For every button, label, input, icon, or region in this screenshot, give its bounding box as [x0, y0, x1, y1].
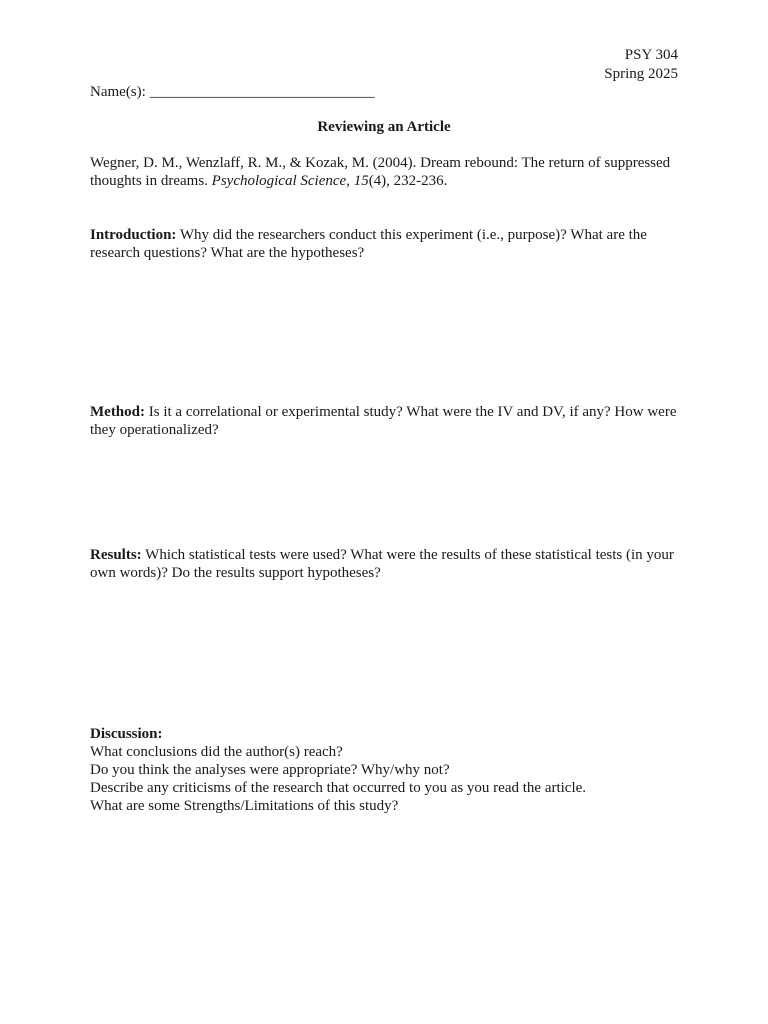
section-introduction: [90, 226, 690, 262]
discussion-question: Do you think the analyses were appropriate? Why/why not?: [90, 762, 450, 778]
section-discussion: [90, 725, 690, 815]
method-prompt: Is it a correlational or experimental study? What were the IV and DV, if any? How were they operationalized?: [90, 404, 677, 438]
discussion-heading: Discussion:: [90, 726, 163, 742]
article-citation: [90, 154, 690, 190]
citation-journal: Psychological Science: [211, 173, 347, 189]
citation-separator: ,: [346, 173, 354, 189]
name-field[interactable]: [90, 83, 375, 101]
section-results: [90, 546, 690, 582]
introduction-prompt: Why did the researchers conduct this experiment (i.e., purpose)? What are the research questions? What are the hypotheses?: [90, 227, 647, 261]
course-code: PSY 304: [624, 47, 678, 63]
results-prompt: Which statistical tests were used? What were the results of these statistical tests (in your own words)? Do the results support hypotheses?: [90, 547, 674, 581]
section-method: [90, 403, 690, 439]
discussion-question: What are some Strengths/Limitations of this study?: [90, 798, 399, 814]
discussion-question: What conclusions did the author(s) reach?: [90, 744, 343, 760]
course-term: Spring 2025: [604, 66, 678, 82]
name-label: Name(s):: [90, 84, 146, 100]
introduction-heading: Introduction:: [90, 227, 177, 243]
page-title: Reviewing an Article: [317, 119, 451, 135]
discussion-question: Describe any criticisms of the research that occurred to you as you read the article.: [90, 780, 587, 796]
citation-issue-pages: (4), 232-236.: [368, 173, 448, 189]
citation-volume: 15: [353, 173, 369, 189]
name-blank[interactable]: ______________________________: [149, 84, 375, 100]
method-heading: Method:: [90, 404, 145, 420]
citation-authors-title: Wegner, D. M., Wenzlaff, R. M., & Kozak, M. (2004). Dream rebound: The return of suppressed thoughts in dreams.: [90, 155, 671, 189]
results-heading: Results:: [90, 547, 142, 563]
course-header: [604, 46, 678, 84]
